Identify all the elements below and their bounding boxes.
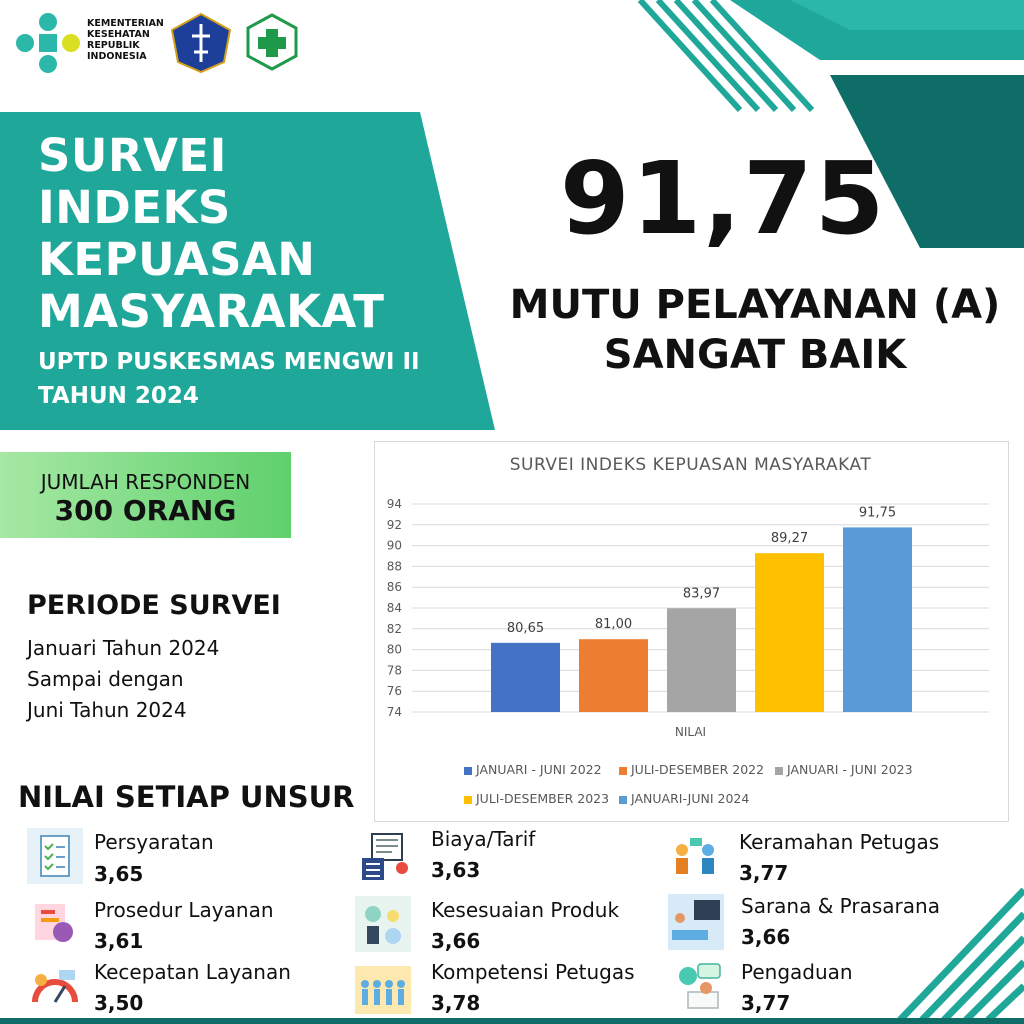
legend-swatch <box>619 796 627 804</box>
score-label <box>505 280 1005 380</box>
element-name: Biaya/Tarif <box>431 827 536 851</box>
bar <box>579 639 648 712</box>
complaint-icon <box>670 958 726 1014</box>
y-tick-label: 80 <box>386 642 402 657</box>
legend-label: JANUARI - JUNI 2022 <box>476 762 602 777</box>
decorative-stripes-bottom <box>890 870 1024 1020</box>
element-value: 3,66 <box>741 925 791 949</box>
bar <box>755 553 824 712</box>
survey-subtitle: UPTD PUSKESMAS MENGWI II TAHUN 2024 <box>38 349 420 409</box>
legend-item <box>464 762 602 777</box>
bar-data-label: 83,97 <box>682 586 721 602</box>
bar <box>843 527 912 712</box>
title-line: SURVEI <box>38 129 227 182</box>
regency-emblem-icon <box>170 12 232 74</box>
bar-data-label: 81,00 <box>594 617 633 633</box>
bar-data-label: 80,65 <box>506 620 545 636</box>
element-name: Prosedur Layanan <box>94 898 274 922</box>
period-title: PERIODE SURVEI <box>27 590 281 621</box>
legend-label: JULI-DESEMBER 2023 <box>476 791 610 806</box>
legend-swatch <box>775 767 783 775</box>
y-tick-label: 76 <box>386 684 402 699</box>
element-value: 3,66 <box>431 929 481 953</box>
element-name: Keramahan Petugas <box>739 830 940 854</box>
legend-item <box>775 762 913 777</box>
survey-title <box>38 130 385 338</box>
speedometer-icon <box>27 962 83 1018</box>
y-tick-label: 86 <box>386 580 402 595</box>
kemenkes-logo-icon <box>15 12 81 74</box>
elements-title: NILAI SETIAP UNSUR <box>18 780 355 814</box>
bar-data-label: 89,27 <box>770 531 809 547</box>
title-line: INDEKS <box>38 181 231 234</box>
period-line: Januari Tahun 2024 <box>27 636 220 660</box>
respondent-value: 300 ORANG <box>54 494 237 527</box>
period-line: Sampai dengan <box>27 667 184 691</box>
bar <box>667 608 736 712</box>
checklist-icon <box>27 828 83 884</box>
y-tick-label: 82 <box>386 621 402 636</box>
element-name: Sarana & Prasarana <box>741 894 940 918</box>
bar-data-label: 91,75 <box>858 505 897 521</box>
ministry-name: KEMENTERIAN KESEHATAN REPUBLIK INDONESIA <box>87 18 164 62</box>
y-tick-label: 90 <box>386 538 402 553</box>
legend-item <box>464 791 609 806</box>
element-value: 3,63 <box>431 858 481 882</box>
element-name: Kompetensi Petugas <box>431 960 635 984</box>
period-line: Juni Tahun 2024 <box>27 698 187 722</box>
score-label-line2: SANGAT BAIK <box>603 332 907 378</box>
element-value: 3,61 <box>94 929 144 953</box>
element-name: Pengaduan <box>741 960 853 984</box>
y-tick-label: 74 <box>386 705 402 719</box>
element-name: Persyaratan <box>94 830 214 854</box>
procedure-icon <box>27 896 83 952</box>
legend-swatch <box>464 767 472 775</box>
element-value: 3,77 <box>741 991 791 1015</box>
bottom-bar <box>0 1018 1024 1024</box>
score-label-line1: MUTU PELAYANAN (A) <box>509 282 1001 328</box>
element-value: 3,77 <box>739 861 789 885</box>
element-name: Kesesuaian Produk <box>431 898 620 922</box>
y-tick-label: 78 <box>386 663 402 678</box>
legend-label: JULI-DESEMBER 2022 <box>631 762 765 777</box>
legend-swatch <box>619 767 627 775</box>
people-icon <box>668 830 724 886</box>
y-tick-label: 88 <box>386 559 402 574</box>
y-tick-label: 92 <box>386 517 402 532</box>
title-line: MASYARAKAT <box>38 285 385 338</box>
respondent-label: JUMLAH RESPONDEN <box>40 470 251 494</box>
y-tick-label: 94 <box>386 497 402 511</box>
product-icon <box>355 896 411 952</box>
element-value: 3,50 <box>94 991 144 1015</box>
bar <box>491 643 560 712</box>
chart-xlabel: NILAI <box>674 725 707 739</box>
chart-title: SURVEI INDEKS KEPUASAN MASYARAKAT <box>509 455 872 475</box>
legend-label: JANUARI-JUNI 2024 <box>631 791 750 806</box>
legend-item <box>619 791 749 806</box>
facility-icon <box>668 894 724 950</box>
element-name: Kecepatan Layanan <box>94 960 291 984</box>
puskesmas-logo-icon <box>244 12 300 72</box>
element-value: 3,65 <box>94 862 144 886</box>
overall-score: 91,75 <box>560 140 887 257</box>
legend-swatch <box>464 796 472 804</box>
element-value: 3,78 <box>431 991 481 1015</box>
team-icon <box>355 962 411 1018</box>
y-tick-label: 84 <box>386 601 402 615</box>
legend-item <box>619 762 764 777</box>
title-line: KEPUASAN <box>38 233 316 286</box>
legend-label: JANUARI - JUNI 2023 <box>787 762 913 777</box>
calculator-icon <box>358 828 414 884</box>
